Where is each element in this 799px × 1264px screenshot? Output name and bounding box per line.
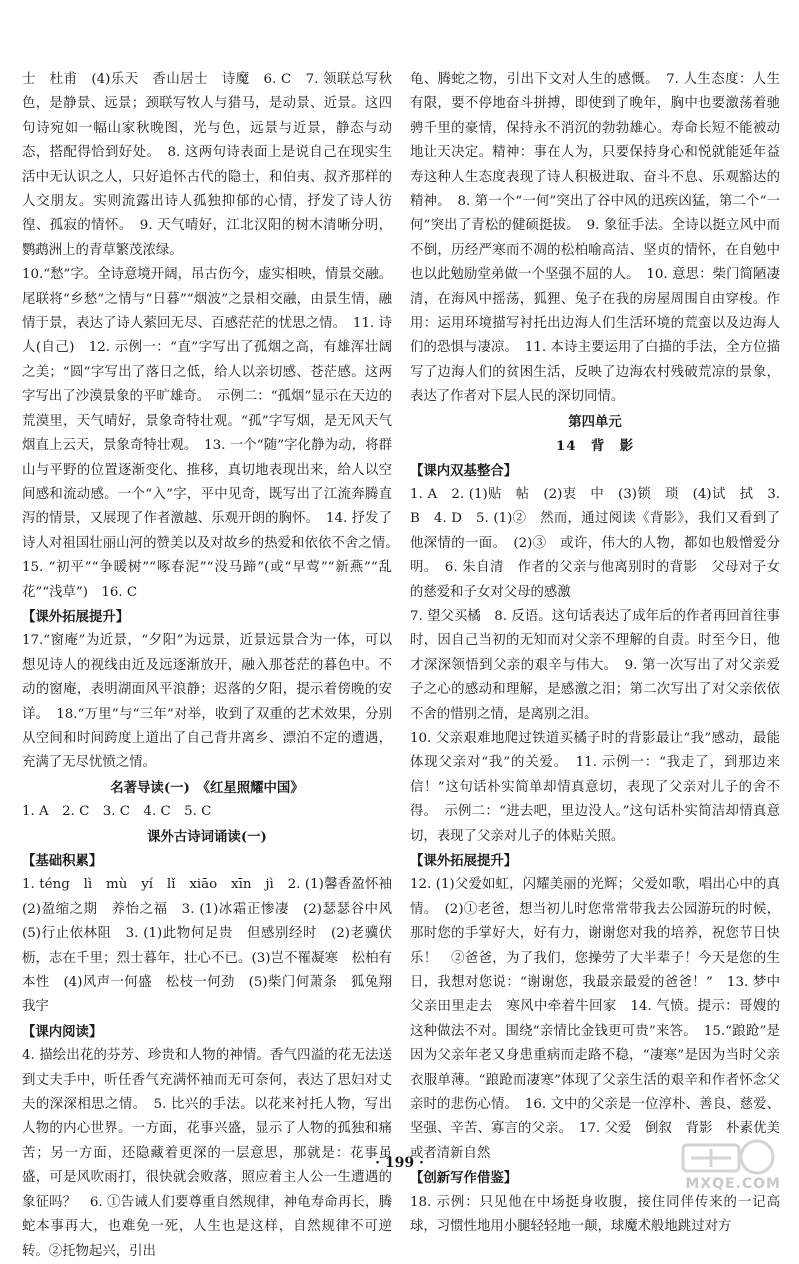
answer-paragraph: 10.“愁”字。全诗意境开阔，吊古伤今，虚实相映，情景交融。尾联将“乡愁”之情与“日暮”“烟波”之景相交融，由景生情，融情于景，表达了诗人萦回无尽、百感茫茫的忧思之情。 11. 诗人(自己) 12. 示例一：“直”字写出了孤烟之高，有雄浑壮阔之美；“圆”字写出了落日之低，给人以亲切感、苍茫感。这两字写出了沙漠景象的平旷雄奇。 示例二：“孤烟”显示在天边的荒漠里，天气晴好，景象奇特壮观。“孤”字写烟，是无风天气烟直上云天，景象奇特壮观。 13. 一个“随”字化静为动，将群山与平野的位置逐渐变化、推移，真切地表现出来，给人以空间感和流动感。一个“入”字，平中见奇，既写出了江流奔腾直泻的情景，又展现了作者激越、乐观开朗的胸怀。 14. 抒发了诗人对祖国壮丽山河的赞美以及对故乡的热爱和依依不舍之情。 15. “初平”“争暖树”“啄春泥”“没马蹄”(或“早莺”“新燕”“乱花”“浅草”) 16. C <box>22 267 406 600</box>
answer-paragraph: 士 杜甫 (4)乐天 香山居士 诗魔 6. C 7. 领联总写秋色，是静景、远景；颈联写牧人与猎马，是动景、近景。这四句诗宛如一幅山家秋晚图，光与色，远景与近景，静态与动态，搭配得恰到好处。 8. 这两句诗表面上是说自己在现实生活中无认识之人，只好追怀古代的隐士，和伯夷、叔齐那样的人交朋友。实则流露出诗人孤独抑郁的心情，抒发了诗人彷徨、孤寂的情怀。 9. 天气晴好，江北汉阳的树木清晰分明，鹦鹉洲上的青草繁茂浓绿。 <box>22 72 392 258</box>
lesson-title: 14 背 影 <box>555 438 635 455</box>
answer-paragraph: 1. téng lì mù yí lǐ xiāo xīn jì 2. (1)馨香盈怀袖 (2)盈缩之期 养怡之福 3. (1)冰霜正惨凄 (2)瑟瑟谷中风 (5)行止依林阻 3. (1)此物何足贵 但感别经时 (2)老骥伏枥，志在千里；烈士暮年，壮心不已。(3)岂不罹凝寒 松柏有本性 (4)风声一何盛 松枝一何劲 (5)柴门何萧条 狐兔翔我宇 <box>22 877 406 1015</box>
answer-paragraph: 1. A 2. C 3. C 4. C 5. C <box>22 804 212 820</box>
chapter-heading: 名著导读(一) 《红星照耀中国》 <box>110 779 304 796</box>
answer-paragraph: 18. 示例：只见他在中场挺身收腹，接住同伴传来的一记高球，习惯性地用小腿轻轻地一颠，球魔术般地跳过对方 <box>410 1194 780 1235</box>
chapter-heading: 课外古诗词诵读(一) <box>147 828 267 845</box>
section-heading: 【基础积累】 <box>22 853 103 869</box>
right-column <box>410 68 780 1240</box>
answer-paragraph: 1. A 2. (1)贴 帖 (2)衷 中 (3)锁 琐 (4)试 拭 3. B 4. D 5. (1)② 然而，通过阅读《背影》，我们又看到了他深情的一面。 (2)③ 或许，伟大的人物，都如也般憎爱分明。 6. 朱自清 作者的父亲与他离别时的背影 父母对子女的慈爱和子女对父母的感激 <box>410 486 780 600</box>
answer-paragraph: 12. (1)父爱如虹，闪耀美丽的光辉；父爱如歌，唱出心中的真情。 (2)①老爸，想当初儿时您常常带我去公园游玩的时候，那时您的手掌好大，好有力，谢谢您对我的培养，祝您节日快乐！ ②爸爸，为了我们，您操劳了大半辈子！今天是您的生日，我想对您说：“谢谢您，我最亲最爱的爸爸！” 13. 梦中父亲田里走去 寒风中牵着牛回家 14. 气愤。提示：哥嫂的这种做法不对。围绕“亲情比金钱更可贵”来答。 15.“踉跄”是因为父亲年老又身患重病而走路不稳，“凄寒”是因为当时父亲衣服单薄。“踉跄而凄寒”体现了父亲生活的艰辛和作者怀念父亲时的悲伤心情。 16. 文中的父亲是一位淳朴、善良、慈爱、坚强、辛苦、寡言的父亲。 17. 父爱 倒叙 背影 朴素优美或者清新自然 <box>410 877 780 1161</box>
answer-paragraph: 10. 父亲艰难地爬过铁道买橘子时的背影最让“我”感动，最能体现父亲对“我”的关爱。 11. 示例一：“我走了，到那边来信！”这句话朴实简单却情真意切，表现了父亲对儿子的舍不得。 示例二：“进去吧，里边没人。”这句话朴实简洁却情真意切，表现了父亲对儿子的体贴关照。 <box>410 730 780 844</box>
section-heading: 【创新写作借鉴】 <box>410 1170 518 1187</box>
section-heading: 【课内双基整合】 <box>410 462 518 479</box>
answer-paragraph: 7. 望父买橘 8. 反语。这句话表达了成年后的作者再回首往事时，因自己当初的无知而对父亲不理解的自责。时至今日，他才深深领悟到父亲的艰辛与伟大。 9. 第一次写出了对父亲爱子之心的感动和理解，是感激之泪；第二次写出了对父亲依依不舍的惜别之情，是离别之泪。 <box>410 608 780 722</box>
section-heading: 【课外拓展提升】 <box>22 608 130 625</box>
answer-paragraph: 17.“窗庵”为近景，“夕阳”为远景，近景远景合为一体，可以想见诗人的视线由近及远逐渐放开，融入那苍茫的暮色中。不动的窗庵，表明湖面风平浪静；迟落的夕阳，提示着傍晚的安详。 18.“万里”与“三年”对举，收到了双重的艺术效果，分别从空间和时间跨度上道出了自己背井离乡、漂泊不定的遭遇，充满了无尽忧愤之情。 <box>22 633 392 771</box>
page-number: · 199 · <box>375 1155 424 1171</box>
watermark-text: MXQE.COM <box>685 1176 781 1192</box>
unit-heading: 第四单元 <box>568 413 622 430</box>
answer-paragraph: 4. 描绘出花的芬芳、珍贵和人物的神情。香气四溢的花无法送到丈夫手中，听任香气充满怀袖而无可奈何，表达了思妇对丈夫的深深相思之情。 5. 比兴的手法。以花来衬托人物，写出人物的内心世界。一方面，花事兴盛，显示了人物的孤独和痛苦；另一方面，还隐藏着更深的一层意思，那就是：花事虽盛，可是风吹雨打，很快就会败落，照应着主人公一生遭遇的象征吗？ 6. ①告诫人们要尊重自然规律，神龟寿命再长，腾蛇本事再大，也难免一死，人生也是这样，自然规律不可逆转。②托物起兴，引出 <box>22 1048 392 1259</box>
answer-paragraph: 龟、腾蛇之物，引出下文对人生的感慨。 7. 人生态度：人生有限，要不停地奋斗拼搏，即使到了晚年，胸中也要激荡着驰骋千里的豪情，保持永不消沉的勃勃雄心。寿命长短不能被动地让天决定。精神：事在人为，只要保持身心和悦就能延年益寿这种人生态度表现了诗人积极进取、奋斗不息、乐观豁达的精神。 8. 第一个“一何”突出了谷中风的迅疾凶猛，第二个“一何”突出了青松的健硕挺拔。 9. 象征手法。全诗以挺立风中而不倒，历经严寒而不凋的松柏喻高洁、坚贞的情怀，在自勉中也以此勉励堂弟做一个坚强不屈的人。 10. 意思：柴门简陋凄清，在海风中摇荡，狐狸、兔子在我的房屋周围自由穿梭。作用：运用环境描写衬托出边海人们生活环境的荒蛮以及边海人们的恐惧与凄凉。 11. 本诗主要运用了白描的手法，全方位描写了边海人们的贫困生活，反映了边海农村残破荒凉的景象，表达了作者对下层人民的深切同情。 <box>410 72 780 405</box>
section-heading: 【课内阅读】 <box>22 1023 103 1040</box>
section-heading: 【课外拓展提升】 <box>410 853 518 869</box>
